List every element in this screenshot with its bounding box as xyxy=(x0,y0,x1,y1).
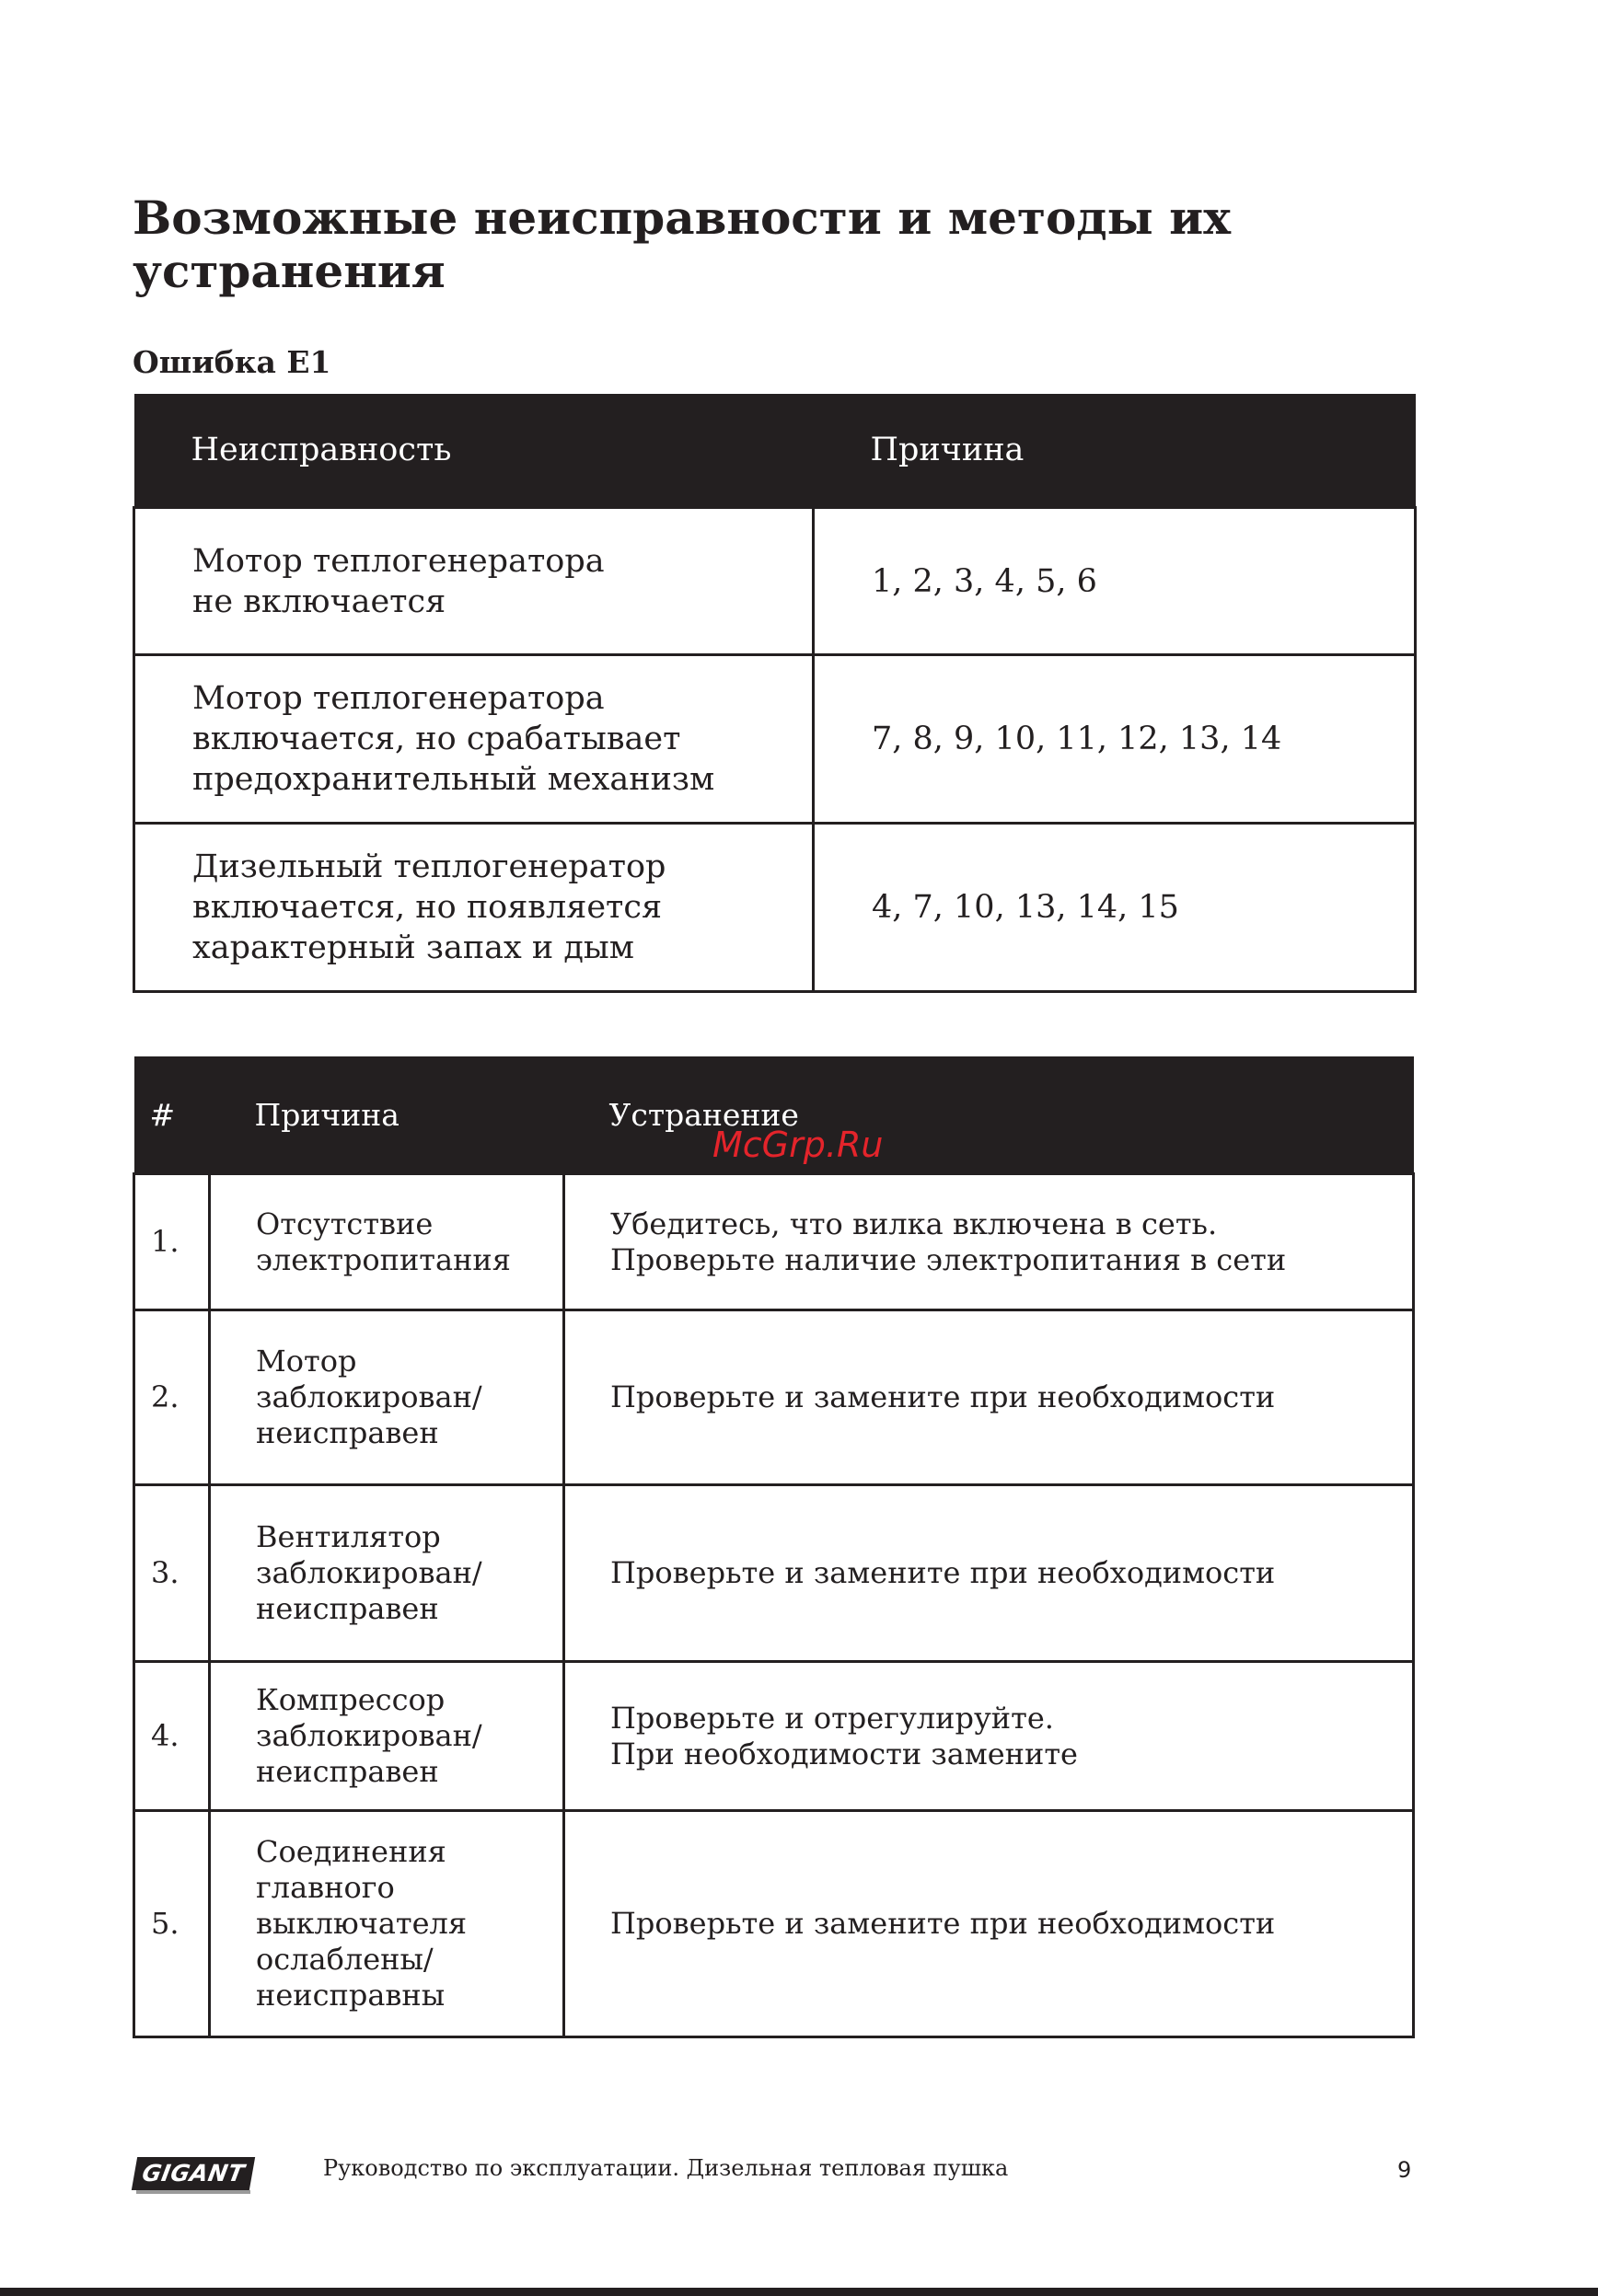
page-title: Возможные неисправности и методы их устранения xyxy=(133,190,1232,298)
table-row xyxy=(134,1310,1414,1485)
row-number: 4. xyxy=(134,1662,210,1811)
header-cause: Причина xyxy=(814,394,1416,508)
table-row xyxy=(134,1662,1414,1811)
row-number: 3. xyxy=(134,1485,210,1662)
cause-cell: Мотор заблокирован/ неисправен xyxy=(210,1310,564,1485)
remedy-cell: Убедитесь, что вилка включена в сеть. Проверьте наличие электропитания в сети xyxy=(564,1174,1414,1310)
cause-numbers-cell: 4, 7, 10, 13, 14, 15 xyxy=(814,824,1416,992)
table-row xyxy=(134,1174,1414,1310)
table-row xyxy=(134,655,1416,824)
header-number: # xyxy=(134,1056,210,1174)
gigant-logo: GIGANT xyxy=(132,2157,255,2190)
row-number: 2. xyxy=(134,1310,210,1485)
cause-numbers-cell: 1, 2, 3, 4, 5, 6 xyxy=(814,508,1416,655)
table-row xyxy=(134,508,1416,655)
page-number: 9 xyxy=(1397,2157,1412,2183)
fault-cell: Мотор теплогенератора включается, но срабатывает предохранительный механизм xyxy=(134,655,814,824)
watermark: McGrp.Ru xyxy=(712,1125,884,1165)
causes-table xyxy=(133,1056,1415,2038)
logo-underline xyxy=(136,2190,250,2194)
bottom-edge-bar xyxy=(0,2288,1598,2296)
header-fault: Неисправность xyxy=(134,394,814,508)
error-subtitle: Ошибка E1 xyxy=(133,344,331,380)
fault-cell: Дизельный теплогенератор включается, но появляется характерный запах и дым xyxy=(134,824,814,992)
cause-cell: Отсутствие электропитания xyxy=(210,1174,564,1310)
remedy-cell: Проверьте и замените при необходимости xyxy=(564,1310,1414,1485)
cause-cell: Соединения главного выключателя ослаблены/ неисправны xyxy=(210,1811,564,2037)
cause-cell: Вентилятор заблокирован/ неисправен xyxy=(210,1485,564,1662)
cause-numbers-cell: 7, 8, 9, 10, 11, 12, 13, 14 xyxy=(814,655,1416,824)
table-row xyxy=(134,824,1416,992)
faults-table-header xyxy=(134,394,1416,508)
table-row xyxy=(134,1485,1414,1662)
row-number: 1. xyxy=(134,1174,210,1310)
remedy-cell: Проверьте и замените при необходимости xyxy=(564,1485,1414,1662)
row-number: 5. xyxy=(134,1811,210,2037)
cause-cell: Компрессор заблокирован/ неисправен xyxy=(210,1662,564,1811)
header-cause: Причина xyxy=(210,1056,564,1174)
header-remedy: Устранение xyxy=(564,1056,1414,1174)
fault-cell: Мотор теплогенератора не включается xyxy=(134,508,814,655)
remedy-cell: Проверьте и отрегулируйте. При необходимости замените xyxy=(564,1662,1414,1811)
faults-table xyxy=(133,394,1417,993)
table-row xyxy=(134,1811,1414,2037)
remedy-cell: Проверьте и замените при необходимости xyxy=(564,1811,1414,2037)
footer-text: Руководство по эксплуатации. Дизельная тепловая пушка xyxy=(323,2155,1009,2181)
